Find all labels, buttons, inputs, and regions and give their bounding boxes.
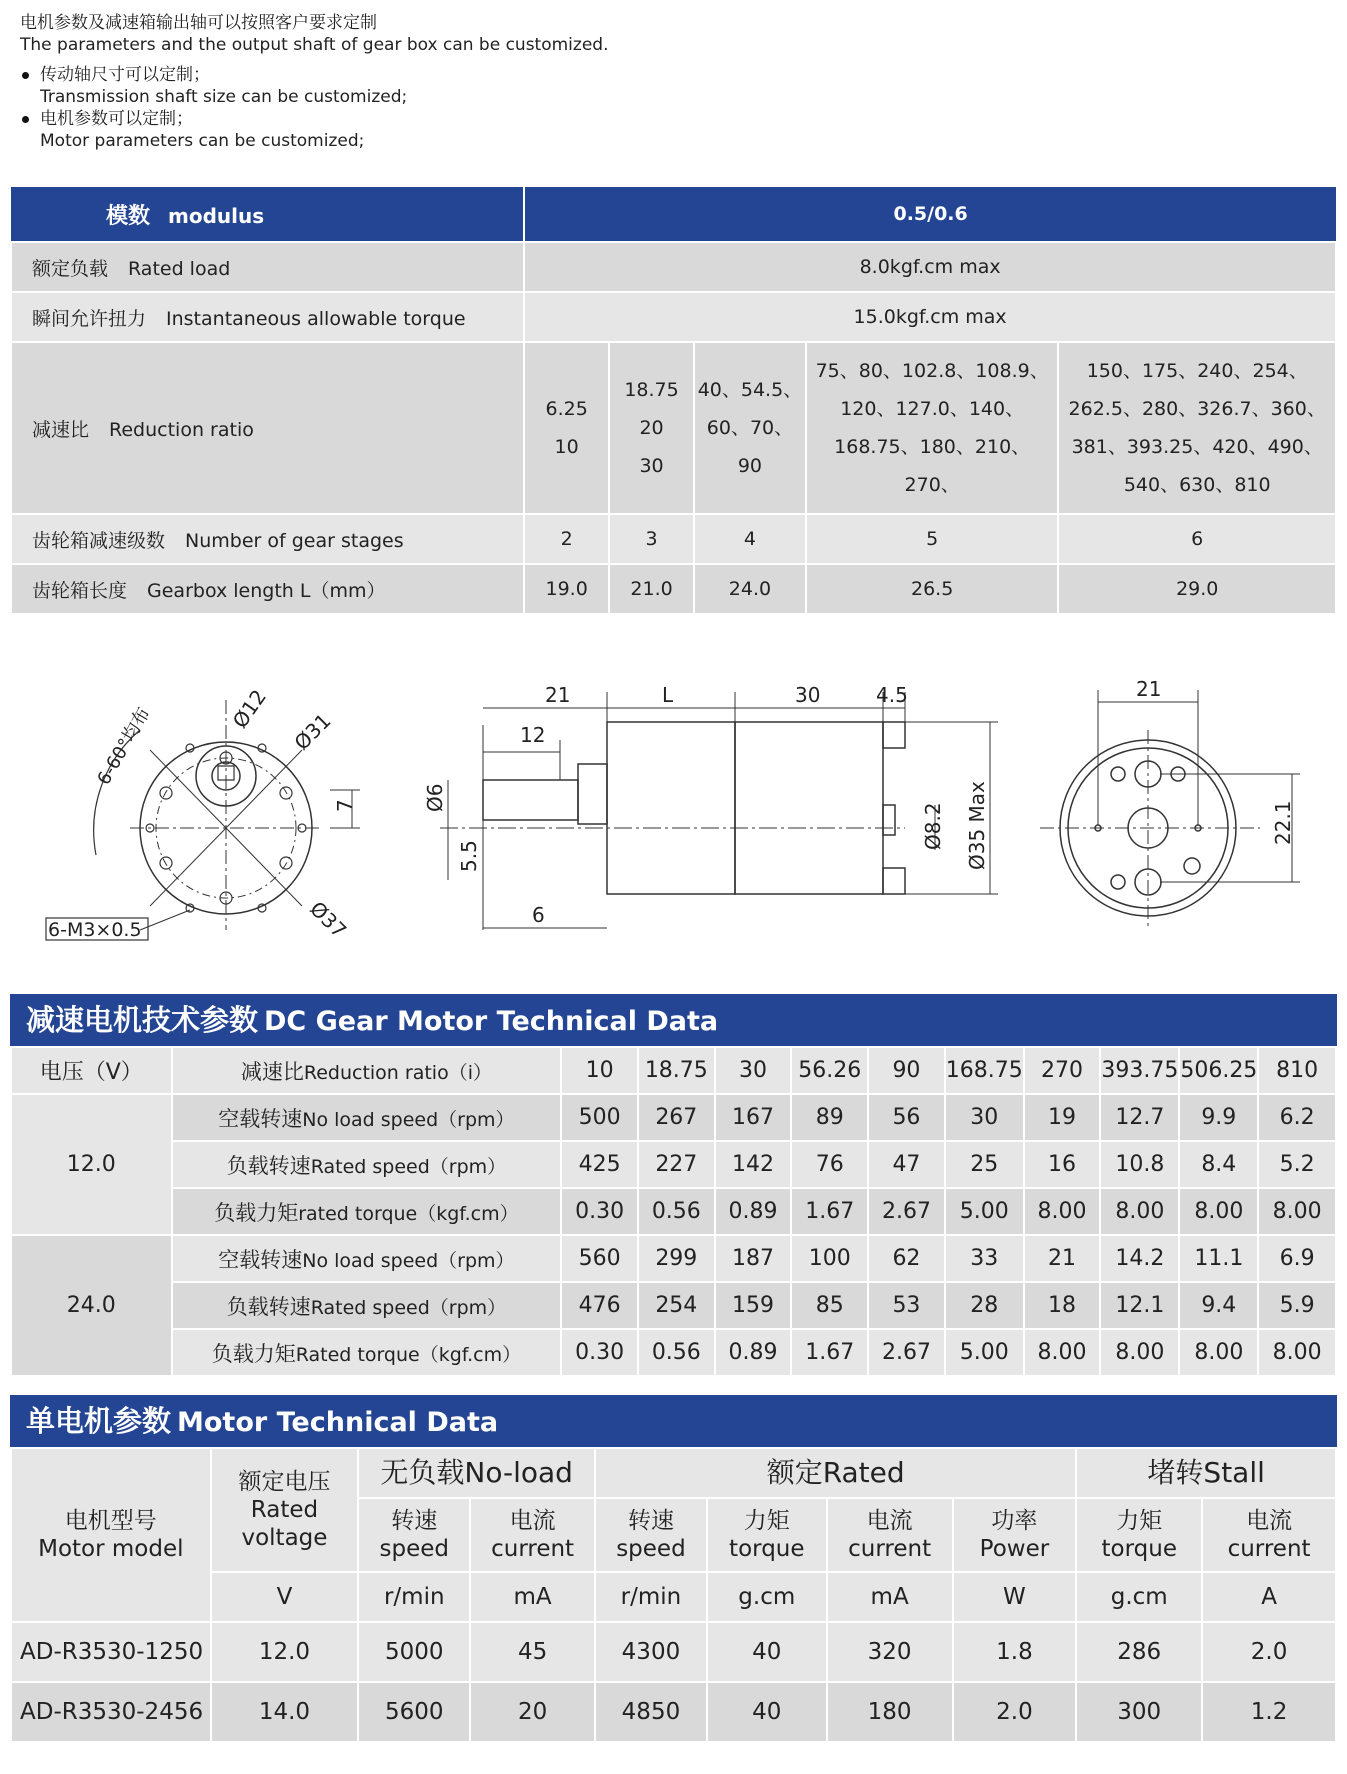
data-cell: 5.00 xyxy=(945,1329,1024,1376)
tech-data-header: 减速电机技术参数 DC Gear Motor Technical Data xyxy=(10,994,1337,1046)
data-cell: 5.9 xyxy=(1258,1282,1336,1329)
stages-cell: 2 xyxy=(524,514,609,564)
modulus-label: 模数 modulus xyxy=(11,187,524,242)
ratio-group-5: 150、175、240、254、 262.5、280、326.7、360、 381、393.25、420、490、 540、630、810 xyxy=(1058,342,1336,514)
front-screw-label: 6-M3×0.5 xyxy=(48,919,142,941)
voltage-12: 12.0 xyxy=(11,1094,172,1235)
data-cell: 6.9 xyxy=(1258,1235,1336,1282)
data-cell: 0.56 xyxy=(638,1329,715,1376)
data-cell: 1.67 xyxy=(791,1188,868,1235)
side-55-label: 5.5 xyxy=(457,840,481,872)
length-cell: 24.0 xyxy=(694,564,806,614)
data-cell: 47 xyxy=(868,1141,945,1188)
data-cell: 8.00 xyxy=(1024,1329,1101,1376)
data-cell: 9.9 xyxy=(1179,1094,1258,1141)
data-cell: 10.8 xyxy=(1100,1141,1179,1188)
data-cell: 0.30 xyxy=(561,1188,638,1235)
side-d6-label: Ø6 xyxy=(423,783,447,812)
inst-torque-value: 15.0kgf.cm max xyxy=(524,292,1336,342)
row-label: 负载转速Rated speed（rpm） xyxy=(172,1141,562,1188)
model-cell: AD-R3530-2456 xyxy=(11,1682,211,1742)
motor-data-table xyxy=(10,1447,1337,1743)
side-L-label: L xyxy=(662,683,674,707)
length-label: 齿轮箱长度 Gearbox length L（mm） xyxy=(11,564,524,614)
data-cell: 12.7 xyxy=(1100,1094,1179,1141)
ratio-group-2: 18.75 20 30 xyxy=(609,342,694,514)
data-cell: 85 xyxy=(791,1282,868,1329)
bullet-shaft-cn: 传动轴尺寸可以定制； xyxy=(20,64,920,86)
data-cell: 30 xyxy=(945,1094,1024,1141)
side-d82-label: Ø8.2 xyxy=(921,802,945,850)
data-cell: 159 xyxy=(715,1282,792,1329)
unit-cell: g.cm xyxy=(707,1572,827,1622)
ratio-cell: 506.25 xyxy=(1179,1047,1258,1094)
front-d12-label: Ø12 xyxy=(227,685,272,733)
front-angle-label: 6-60°均布 xyxy=(93,703,155,789)
ratio-group-4: 75、80、102.8、108.9、 120、127.0、140、 168.75、180、210、 270、 xyxy=(806,342,1059,514)
rated-header: 额定Rated xyxy=(595,1448,1076,1498)
rear-view xyxy=(1040,677,1300,930)
data-cell: 11.1 xyxy=(1179,1235,1258,1282)
ratio-cell: 270 xyxy=(1024,1047,1101,1094)
data-cell: 62 xyxy=(868,1235,945,1282)
data-cell: 476 xyxy=(561,1282,638,1329)
motor-cell: 286 xyxy=(1076,1622,1202,1682)
motor-cell: 320 xyxy=(827,1622,953,1682)
data-cell: 8.4 xyxy=(1179,1141,1258,1188)
data-cell: 254 xyxy=(638,1282,715,1329)
data-cell: 8.00 xyxy=(1024,1188,1101,1235)
data-cell: 53 xyxy=(868,1282,945,1329)
data-cell: 33 xyxy=(945,1235,1024,1282)
unit-cell: W xyxy=(953,1572,1077,1622)
motor-cell: 2.0 xyxy=(953,1682,1077,1742)
sub-header: 电流 current xyxy=(827,1498,953,1572)
front-7-label: 7 xyxy=(333,799,357,812)
voltage-24: 24.0 xyxy=(11,1235,172,1376)
motor-cell: 14.0 xyxy=(211,1682,359,1742)
motor-cell: 5600 xyxy=(358,1682,470,1742)
side-30-label: 30 xyxy=(795,683,821,707)
data-cell: 2.67 xyxy=(868,1188,945,1235)
unit-cell: mA xyxy=(827,1572,953,1622)
ratio-cell: 393.75 xyxy=(1100,1047,1179,1094)
sub-header: 电流 current xyxy=(1202,1498,1336,1572)
data-cell: 0.56 xyxy=(638,1188,715,1235)
row-label: 负载转速Rated speed（rpm） xyxy=(172,1282,562,1329)
motor-cell: 20 xyxy=(470,1682,595,1742)
data-cell: 6.2 xyxy=(1258,1094,1336,1141)
length-cell: 21.0 xyxy=(609,564,694,614)
length-cell: 29.0 xyxy=(1058,564,1336,614)
bullet-motor-cn: 电机参数可以定制； xyxy=(20,108,920,130)
length-cell: 19.0 xyxy=(524,564,609,614)
data-cell: 2.67 xyxy=(868,1329,945,1376)
data-cell: 89 xyxy=(791,1094,868,1141)
side-45-label: 4.5 xyxy=(876,683,908,707)
data-cell: 560 xyxy=(561,1235,638,1282)
data-cell: 0.89 xyxy=(715,1188,792,1235)
ratio-cell: 10 xyxy=(561,1047,638,1094)
data-cell: 1.67 xyxy=(791,1329,868,1376)
inst-torque-label: 瞬间允许扭力 Instantaneous allowable torque xyxy=(11,292,524,342)
data-cell: 8.00 xyxy=(1258,1188,1336,1235)
motor-cell: 12.0 xyxy=(211,1622,359,1682)
data-cell: 19 xyxy=(1024,1094,1101,1141)
data-cell: 8.00 xyxy=(1179,1329,1258,1376)
data-cell: 21 xyxy=(1024,1235,1101,1282)
intro-notes xyxy=(20,12,920,152)
motor-cell: 5000 xyxy=(358,1622,470,1682)
modulus-value: 0.5/0.6 xyxy=(524,187,1336,242)
side-view xyxy=(423,683,998,930)
technical-drawing xyxy=(0,640,1347,960)
rated-load-value: 8.0kgf.cm max xyxy=(524,242,1336,292)
data-cell: 76 xyxy=(791,1141,868,1188)
stages-cell: 5 xyxy=(806,514,1059,564)
data-cell: 500 xyxy=(561,1094,638,1141)
unit-cell: mA xyxy=(470,1572,595,1622)
motor-cell: 1.2 xyxy=(1202,1682,1336,1742)
data-cell: 8.00 xyxy=(1258,1329,1336,1376)
ratio-cell: 56.26 xyxy=(791,1047,868,1094)
motor-cell: 45 xyxy=(470,1622,595,1682)
unit-cell: r/min xyxy=(358,1572,470,1622)
front-d37-label: Ø37 xyxy=(305,896,352,943)
sub-header: 功率 Power xyxy=(953,1498,1077,1572)
data-cell: 5.00 xyxy=(945,1188,1024,1235)
motor-cell: 300 xyxy=(1076,1682,1202,1742)
noload-header: 无负载No-load xyxy=(358,1448,595,1498)
data-cell: 9.4 xyxy=(1179,1282,1258,1329)
data-cell: 8.00 xyxy=(1179,1188,1258,1235)
data-cell: 5.2 xyxy=(1258,1141,1336,1188)
sub-header: 力矩 torque xyxy=(1076,1498,1202,1572)
rear-221-label: 22.1 xyxy=(1271,800,1295,845)
motor-data-header: 单电机参数 Motor Technical Data xyxy=(10,1395,1337,1447)
ratio-cell: 810 xyxy=(1258,1047,1336,1094)
ratio-cell: 18.75 xyxy=(638,1047,715,1094)
motor-cell: 180 xyxy=(827,1682,953,1742)
row-label: 空载转速No load speed（rpm） xyxy=(172,1235,562,1282)
row-label: 负载力矩Rated torque（kgf.cm） xyxy=(172,1329,562,1376)
data-cell: 299 xyxy=(638,1235,715,1282)
tech-data-table xyxy=(10,1046,1337,1377)
rated-load-label: 额定负载 Rated load xyxy=(11,242,524,292)
bullet-shaft-en: Transmission shaft size can be customized; xyxy=(40,87,408,107)
motor-cell: 2.0 xyxy=(1202,1622,1336,1682)
data-cell: 18 xyxy=(1024,1282,1101,1329)
side-21-label: 21 xyxy=(545,683,571,707)
data-cell: 0.30 xyxy=(561,1329,638,1376)
ratio-label: 减速比 Reduction ratio xyxy=(11,342,524,514)
data-cell: 28 xyxy=(945,1282,1024,1329)
side-6-label: 6 xyxy=(532,903,545,927)
ratio-cell: 30 xyxy=(715,1047,792,1094)
intro-line-cn: 电机参数及减速箱输出轴可以按照客户要求定制 xyxy=(20,13,377,33)
motor-cell: 1.8 xyxy=(953,1622,1077,1682)
data-cell: 8.00 xyxy=(1100,1329,1179,1376)
model-cell: AD-R3530-1250 xyxy=(11,1622,211,1682)
sub-header: 转速 speed xyxy=(358,1498,470,1572)
ratio-header: 减速比Reduction ratio（i） xyxy=(172,1047,562,1094)
unit-cell: A xyxy=(1202,1572,1336,1622)
side-d35-label: Ø35 Max xyxy=(965,781,989,870)
intro-line-en: The parameters and the output shaft of gear box can be customized. xyxy=(20,35,609,55)
data-cell: 100 xyxy=(791,1235,868,1282)
front-d31-label: Ø31 xyxy=(289,708,336,755)
motor-cell: 4850 xyxy=(595,1682,707,1742)
ratio-group-3: 40、54.5、 60、70、 90 xyxy=(694,342,806,514)
ratio-cell: 90 xyxy=(868,1047,945,1094)
data-cell: 167 xyxy=(715,1094,792,1141)
row-label: 空载转速No load speed（rpm） xyxy=(172,1094,562,1141)
motor-cell: 40 xyxy=(707,1682,827,1742)
voltage-header: 额定电压 Rated voltage xyxy=(211,1448,359,1572)
motor-cell: 4300 xyxy=(595,1622,707,1682)
unit-cell: V xyxy=(211,1572,359,1622)
model-header: 电机型号 Motor model xyxy=(11,1448,211,1622)
data-cell: 8.00 xyxy=(1100,1188,1179,1235)
data-cell: 142 xyxy=(715,1141,792,1188)
bullet-motor-en: Motor parameters can be customized; xyxy=(40,131,365,151)
data-cell: 0.89 xyxy=(715,1329,792,1376)
motor-cell: 40 xyxy=(707,1622,827,1682)
row-label: 负载力矩rated torque（kgf.cm） xyxy=(172,1188,562,1235)
unit-cell: g.cm xyxy=(1076,1572,1202,1622)
unit-cell: r/min xyxy=(595,1572,707,1622)
length-cell: 26.5 xyxy=(806,564,1059,614)
data-cell: 16 xyxy=(1024,1141,1101,1188)
sub-header: 力矩 torque xyxy=(707,1498,827,1572)
voltage-header: 电压（V） xyxy=(11,1047,172,1094)
data-cell: 56 xyxy=(868,1094,945,1141)
stages-cell: 6 xyxy=(1058,514,1336,564)
gearbox-table xyxy=(10,187,1337,615)
sub-header: 转速 speed xyxy=(595,1498,707,1572)
data-cell: 425 xyxy=(561,1141,638,1188)
ratio-group-1: 6.25 10 xyxy=(524,342,609,514)
front-view xyxy=(46,685,360,943)
sub-header: 电流 current xyxy=(470,1498,595,1572)
rear-21-label: 21 xyxy=(1136,677,1162,701)
data-cell: 12.1 xyxy=(1100,1282,1179,1329)
stages-cell: 3 xyxy=(609,514,694,564)
data-cell: 14.2 xyxy=(1100,1235,1179,1282)
data-cell: 267 xyxy=(638,1094,715,1141)
data-cell: 187 xyxy=(715,1235,792,1282)
stall-header: 堵转Stall xyxy=(1076,1448,1336,1498)
data-cell: 25 xyxy=(945,1141,1024,1188)
side-12-label: 12 xyxy=(520,723,546,747)
ratio-cell: 168.75 xyxy=(945,1047,1024,1094)
stages-label: 齿轮箱减速级数 Number of gear stages xyxy=(11,514,524,564)
data-cell: 227 xyxy=(638,1141,715,1188)
stages-cell: 4 xyxy=(694,514,806,564)
